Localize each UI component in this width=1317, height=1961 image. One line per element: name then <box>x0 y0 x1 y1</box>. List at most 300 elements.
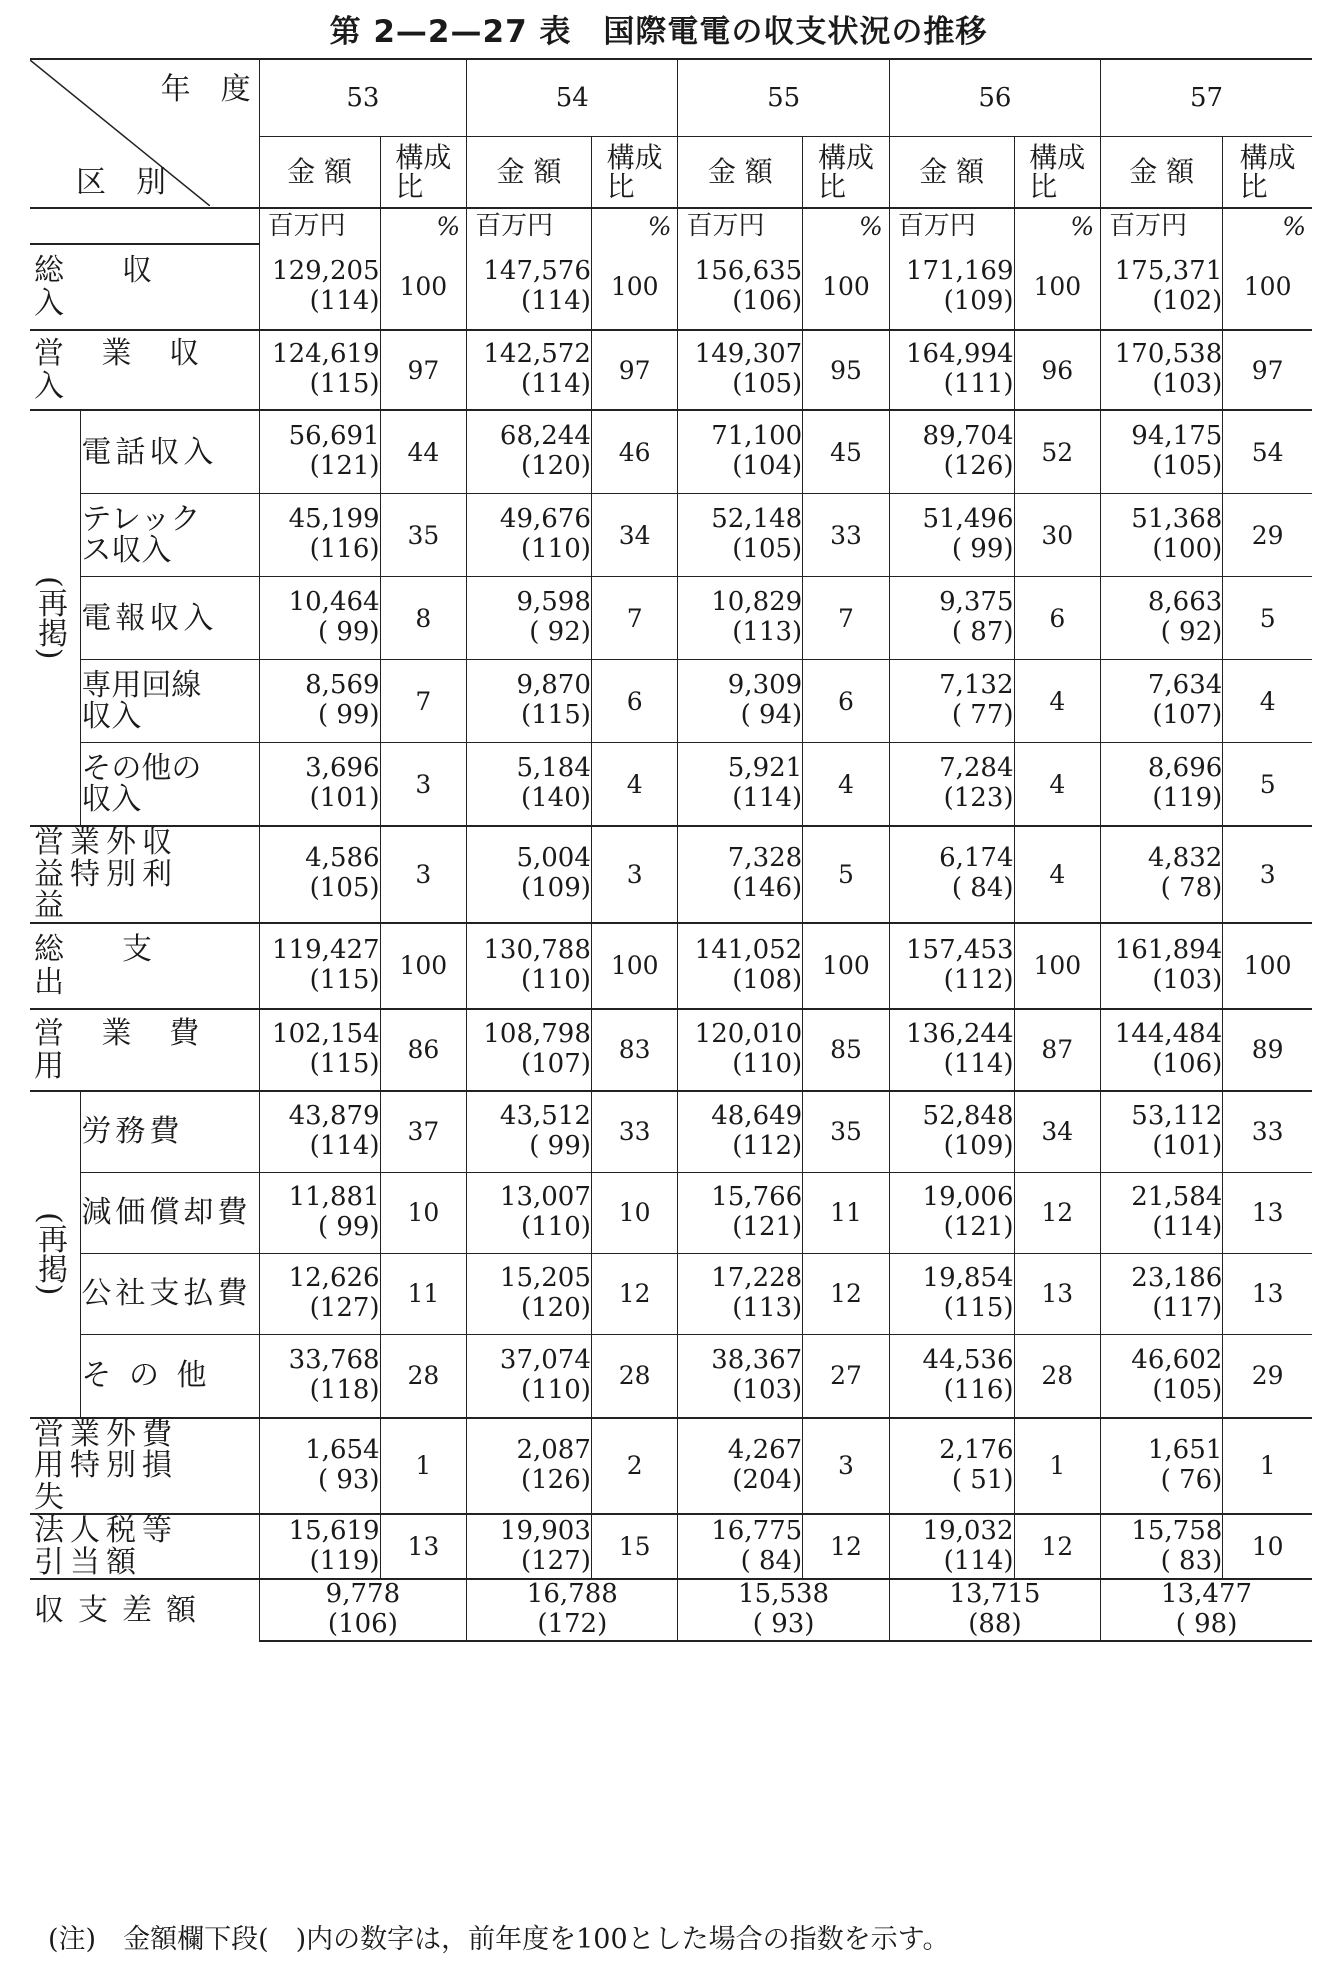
index-value: (121) <box>943 1211 1014 1242</box>
amount-value: 11,881 <box>288 1181 380 1212</box>
amount-cell <box>259 743 380 827</box>
amount-value: 156,635 <box>694 255 803 286</box>
amount-cell <box>467 410 592 494</box>
index-value: (102) <box>1152 285 1223 316</box>
index-value: (106) <box>732 285 803 316</box>
bracket-label <box>30 410 81 826</box>
index-value: ( 92) <box>529 617 591 647</box>
index-value: (115) <box>309 1048 380 1079</box>
index-value: (112) <box>943 964 1014 995</box>
row-label-text: 営 業 費 用 <box>34 1015 214 1084</box>
bracket-label <box>30 1091 81 1418</box>
balance-amount: 13,477 <box>1161 1579 1253 1610</box>
ratio-cell: 12 <box>803 1514 890 1579</box>
ratio-cell: 15 <box>591 1514 678 1579</box>
ratio-cell: 29 <box>1223 1334 1312 1418</box>
amount-cell <box>467 660 592 743</box>
amount-value: 52,148 <box>711 504 803 535</box>
table-row <box>30 1091 1312 1173</box>
unit-amount: 百万円 <box>889 208 1014 244</box>
row-label <box>81 1253 259 1334</box>
amount-cell <box>678 494 803 577</box>
index-value: ( 99) <box>951 534 1014 564</box>
ratio-cell: 97 <box>380 330 467 410</box>
index-value: (114) <box>520 369 591 399</box>
amount-value: 45,199 <box>288 504 380 535</box>
table-row <box>30 1579 1312 1641</box>
index-value: (115) <box>309 369 380 399</box>
amount-value: 157,453 <box>905 934 1014 965</box>
ratio-cell: 34 <box>591 494 678 577</box>
ratio-cell: 4 <box>803 743 890 827</box>
amount-cell <box>678 1091 803 1173</box>
index-value: (121) <box>309 451 380 481</box>
index-value: (115) <box>309 964 380 995</box>
row-label-text: 総 収 入 <box>34 253 210 321</box>
amount-cell <box>678 1334 803 1418</box>
ratio-cell: 5 <box>803 826 890 923</box>
unit-percent: % <box>1014 208 1101 244</box>
year-header: 54 <box>467 59 678 137</box>
ratio-cell: 33 <box>591 1091 678 1173</box>
amount-cell <box>467 1172 592 1253</box>
amount-value: 175,371 <box>1114 255 1223 286</box>
corner-year-label: 年 度 <box>160 72 251 107</box>
index-value: ( 93) <box>317 1464 380 1495</box>
amount-cell <box>467 577 592 660</box>
ratio-cell: 4 <box>591 743 678 827</box>
ratio-header-text: 構成比 <box>1239 140 1296 203</box>
table-row <box>30 743 1312 827</box>
amount-header: 金 額 <box>889 137 1014 209</box>
index-value: (105) <box>732 369 803 399</box>
ratio-cell: 3 <box>803 1418 890 1515</box>
row-label-text: 総 支 出 <box>34 931 210 1000</box>
ratio-cell: 10 <box>1223 1514 1312 1579</box>
ratio-cell: 12 <box>1014 1172 1101 1253</box>
amount-cell <box>889 494 1014 577</box>
ratio-cell: 27 <box>803 1334 890 1418</box>
amount-value: 5,004 <box>516 843 591 874</box>
table-row <box>30 577 1312 660</box>
table-title: 第 2—2—27 表 国際電電の収支状況の推移 <box>329 14 988 50</box>
amount-value: 4,832 <box>1147 843 1223 874</box>
balance-cell <box>259 1579 467 1641</box>
ratio-header-text: 構成比 <box>395 140 452 203</box>
index-value: ( 99) <box>317 1211 380 1242</box>
ratio-cell: 100 <box>1014 923 1101 1009</box>
amount-value: 102,154 <box>272 1018 380 1049</box>
amount-cell <box>259 1091 380 1173</box>
ratio-cell: 44 <box>380 410 467 494</box>
amount-value: 8,663 <box>1147 587 1223 618</box>
amount-value: 9,870 <box>516 670 591 701</box>
unit-amount: 百万円 <box>259 208 380 244</box>
row-label <box>81 660 259 743</box>
ratio-cell: 13 <box>1014 1253 1101 1334</box>
ratio-header-text: 構成比 <box>817 140 874 203</box>
balance-amount: 16,788 <box>526 1579 618 1610</box>
amount-cell <box>1101 660 1223 743</box>
ratio-cell: 100 <box>1223 923 1312 1009</box>
amount-cell <box>678 410 803 494</box>
amount-cell <box>678 923 803 1009</box>
amount-value: 8,569 <box>305 670 380 701</box>
amount-value: 51,368 <box>1131 504 1223 535</box>
year-header: 57 <box>1101 59 1312 137</box>
row-label <box>81 1334 259 1418</box>
ratio-cell: 13 <box>380 1514 467 1579</box>
ratio-cell: 4 <box>1223 660 1312 743</box>
row-label-text: その他の収入 <box>81 750 202 817</box>
amount-cell <box>467 1418 592 1515</box>
ratio-cell: 46 <box>591 410 678 494</box>
ratio-cell: 100 <box>1014 244 1101 330</box>
row-label-text: 営 業 収 入 <box>34 336 214 404</box>
ratio-cell: 28 <box>380 1334 467 1418</box>
index-value: (110) <box>732 1048 803 1079</box>
ratio-cell: 8 <box>380 577 467 660</box>
index-value: (103) <box>732 1374 803 1405</box>
amount-value: 71,100 <box>711 421 803 452</box>
amount-cell <box>1101 494 1223 577</box>
index-value: (103) <box>1152 369 1223 399</box>
index-value: (118) <box>309 1374 380 1405</box>
amount-cell <box>889 1514 1014 1579</box>
amount-value: 7,328 <box>727 843 803 874</box>
ratio-header-text: 構成比 <box>1029 140 1086 203</box>
index-value: (105) <box>1152 451 1223 481</box>
amount-cell <box>889 923 1014 1009</box>
unit-amount: 百万円 <box>678 208 803 244</box>
amount-value: 16,775 <box>711 1515 803 1546</box>
amount-cell <box>1101 330 1223 410</box>
index-value: ( 94) <box>740 700 803 730</box>
ratio-cell: 5 <box>1223 577 1312 660</box>
amount-value: 94,175 <box>1131 421 1223 452</box>
row-label <box>81 577 259 660</box>
amount-value: 3,696 <box>305 753 380 784</box>
balance-cell <box>1101 1579 1312 1641</box>
ratio-cell: 37 <box>380 1091 467 1173</box>
amount-header: 金 額 <box>259 137 380 209</box>
ratio-header <box>591 137 678 209</box>
amount-cell <box>259 330 380 410</box>
amount-value: 48,649 <box>711 1100 803 1131</box>
ratio-cell: 96 <box>1014 330 1101 410</box>
ratio-cell: 83 <box>591 1009 678 1091</box>
index-value: ( 84) <box>740 1545 803 1576</box>
index-value: (110) <box>520 1211 591 1242</box>
balance-amount: 9,778 <box>325 1579 401 1610</box>
ratio-cell: 28 <box>1014 1334 1101 1418</box>
ratio-cell: 89 <box>1223 1009 1312 1091</box>
ratio-cell: 100 <box>380 923 467 1009</box>
units-row <box>30 208 1312 244</box>
amount-value: 19,903 <box>499 1515 591 1546</box>
amount-cell <box>259 244 380 330</box>
amount-value: 5,184 <box>516 753 591 784</box>
index-value: (126) <box>943 451 1014 481</box>
amount-cell <box>259 1418 380 1515</box>
ratio-cell: 33 <box>1223 1091 1312 1173</box>
revenue-expenditure-table <box>30 58 1312 1642</box>
amount-value: 19,854 <box>922 1262 1014 1293</box>
balance-amount: 13,715 <box>949 1579 1041 1610</box>
amount-value: 56,691 <box>288 421 380 452</box>
ratio-cell: 3 <box>380 826 467 923</box>
index-value: ( 84) <box>951 873 1014 904</box>
amount-value: 15,766 <box>711 1181 803 1212</box>
amount-value: 89,704 <box>922 421 1014 452</box>
amount-cell <box>678 244 803 330</box>
units-blank <box>30 208 259 244</box>
index-value: (112) <box>732 1130 803 1161</box>
amount-cell <box>467 743 592 827</box>
ratio-cell: 29 <box>1223 494 1312 577</box>
index-value: ( 77) <box>951 700 1014 730</box>
amount-cell <box>889 1253 1014 1334</box>
ratio-cell: 52 <box>1014 410 1101 494</box>
amount-cell <box>1101 1418 1223 1515</box>
bracket-text: (再掲) <box>32 1212 67 1296</box>
index-value: (110) <box>520 964 591 995</box>
balance-cell <box>678 1579 889 1641</box>
ratio-cell: 3 <box>380 743 467 827</box>
index-value: (100) <box>1152 534 1223 564</box>
ratio-cell: 11 <box>380 1253 467 1334</box>
table-row <box>30 660 1312 743</box>
row-label-text: そ の 他 <box>81 1358 211 1393</box>
amount-cell <box>889 1418 1014 1515</box>
ratio-cell: 7 <box>803 577 890 660</box>
index-value: (114) <box>943 1048 1014 1079</box>
row-label <box>30 826 259 923</box>
ratio-cell: 6 <box>803 660 890 743</box>
unit-percent: % <box>591 208 678 244</box>
amount-value: 119,427 <box>272 934 380 965</box>
amount-value: 46,602 <box>1131 1344 1223 1375</box>
index-value: (120) <box>520 1292 591 1323</box>
amount-value: 4,586 <box>305 843 380 874</box>
index-value: (106) <box>1152 1048 1223 1079</box>
amount-value: 142,572 <box>483 339 591 370</box>
row-label <box>30 1514 259 1579</box>
amount-value: 15,619 <box>288 1515 380 1546</box>
amount-value: 68,244 <box>499 421 591 452</box>
balance-index: (88) <box>968 1609 1022 1639</box>
amount-cell <box>889 1334 1014 1418</box>
ratio-cell: 13 <box>1223 1172 1312 1253</box>
index-value: (140) <box>520 783 591 813</box>
amount-cell <box>467 1091 592 1173</box>
index-value: (105) <box>1152 1374 1223 1405</box>
unit-amount: 百万円 <box>467 208 592 244</box>
ratio-cell: 1 <box>380 1418 467 1515</box>
row-label <box>30 1009 259 1091</box>
ratio-cell: 97 <box>591 330 678 410</box>
row-label-text: 法人税等引当額 <box>34 1513 178 1580</box>
row-label-text: 減価償却費 <box>81 1195 252 1230</box>
amount-value: 120,010 <box>694 1018 803 1049</box>
amount-cell <box>467 244 592 330</box>
ratio-cell: 4 <box>1014 826 1101 923</box>
amount-value: 12,626 <box>288 1262 380 1293</box>
index-value: ( 87) <box>951 617 1014 647</box>
index-value: (121) <box>732 1211 803 1242</box>
amount-cell <box>467 923 592 1009</box>
index-value: (107) <box>520 1048 591 1079</box>
table-row <box>30 1253 1312 1334</box>
index-value: ( 99) <box>317 617 380 647</box>
amount-cell <box>467 1334 592 1418</box>
index-value: (105) <box>732 534 803 564</box>
row-label <box>81 410 259 494</box>
index-value: (127) <box>520 1545 591 1576</box>
amount-cell <box>1101 1514 1223 1579</box>
index-value: (114) <box>520 285 591 316</box>
ratio-cell: 97 <box>1223 330 1312 410</box>
amount-cell <box>678 743 803 827</box>
header-years-row <box>30 59 1312 137</box>
row-label-text: 収支差額 <box>34 1593 210 1628</box>
index-value: (108) <box>732 964 803 995</box>
amount-cell <box>259 1009 380 1091</box>
amount-value: 108,798 <box>483 1018 591 1049</box>
amount-cell <box>678 826 803 923</box>
ratio-cell: 3 <box>1223 826 1312 923</box>
amount-value: 2,087 <box>516 1434 591 1465</box>
ratio-cell: 10 <box>380 1172 467 1253</box>
index-value: (104) <box>732 451 803 481</box>
ratio-cell: 33 <box>803 494 890 577</box>
amount-cell <box>467 1009 592 1091</box>
amount-value: 7,132 <box>939 670 1014 701</box>
amount-cell <box>1101 1009 1223 1091</box>
unit-percent: % <box>380 208 467 244</box>
ratio-cell: 100 <box>803 923 890 1009</box>
amount-value: 6,174 <box>939 843 1014 874</box>
amount-cell <box>1101 1253 1223 1334</box>
ratio-cell: 95 <box>803 330 890 410</box>
index-value: (116) <box>943 1374 1014 1405</box>
ratio-cell: 10 <box>591 1172 678 1253</box>
ratio-cell: 86 <box>380 1009 467 1091</box>
row-label-text: テレックス収入 <box>81 501 201 568</box>
ratio-cell: 1 <box>1223 1418 1312 1515</box>
table-row <box>30 1514 1312 1579</box>
amount-value: 53,112 <box>1131 1100 1223 1131</box>
ratio-cell: 13 <box>1223 1253 1312 1334</box>
index-value: (120) <box>520 451 591 481</box>
index-value: (115) <box>520 700 591 730</box>
index-value: ( 76) <box>1160 1464 1223 1495</box>
amount-cell <box>467 826 592 923</box>
amount-value: 5,921 <box>727 753 803 784</box>
ratio-cell: 100 <box>591 923 678 1009</box>
amount-cell <box>1101 743 1223 827</box>
year-header: 53 <box>259 59 467 137</box>
amount-value: 2,176 <box>939 1434 1014 1465</box>
index-value: (119) <box>309 1545 380 1576</box>
amount-value: 19,006 <box>922 1181 1014 1212</box>
amount-value: 141,052 <box>694 934 803 965</box>
row-label <box>81 743 259 827</box>
balance-index: (106) <box>327 1609 398 1639</box>
table-row <box>30 1009 1312 1091</box>
row-label-text: 労務費 <box>81 1114 184 1149</box>
row-label <box>30 330 259 410</box>
index-value: (110) <box>520 534 591 564</box>
amount-value: 15,758 <box>1131 1515 1223 1546</box>
amount-value: 136,244 <box>905 1018 1014 1049</box>
table-row <box>30 494 1312 577</box>
table-row <box>30 244 1312 330</box>
ratio-cell: 5 <box>1223 743 1312 827</box>
ratio-cell: 100 <box>1223 244 1312 330</box>
index-value: ( 99) <box>529 1130 591 1161</box>
amount-cell <box>1101 577 1223 660</box>
amount-cell <box>259 923 380 1009</box>
amount-cell <box>678 577 803 660</box>
row-label-text: 公社支払費 <box>81 1276 252 1311</box>
ratio-cell: 35 <box>803 1091 890 1173</box>
amount-value: 170,538 <box>1114 339 1223 370</box>
index-value: (123) <box>943 783 1014 813</box>
balance-index: ( 98) <box>1175 1609 1238 1639</box>
amount-value: 7,284 <box>939 753 1014 784</box>
index-value: (113) <box>732 617 803 647</box>
index-value: (107) <box>1152 700 1223 730</box>
amount-header: 金 額 <box>678 137 803 209</box>
index-value: (116) <box>309 534 380 564</box>
amount-cell <box>467 494 592 577</box>
amount-cell <box>889 244 1014 330</box>
amount-cell <box>259 1514 380 1579</box>
table-row <box>30 330 1312 410</box>
index-value: (103) <box>1152 964 1223 995</box>
amount-cell <box>467 1253 592 1334</box>
amount-value: 164,994 <box>905 339 1014 370</box>
ratio-cell: 54 <box>1223 410 1312 494</box>
unit-percent: % <box>1223 208 1312 244</box>
index-value: (105) <box>309 873 380 904</box>
amount-value: 161,894 <box>1114 934 1223 965</box>
amount-cell <box>678 1514 803 1579</box>
amount-value: 7,634 <box>1147 670 1223 701</box>
amount-cell <box>889 330 1014 410</box>
amount-cell <box>889 577 1014 660</box>
row-label-text: 営業外収益特別利益 <box>34 825 178 923</box>
amount-value: 10,829 <box>711 587 803 618</box>
ratio-cell: 6 <box>591 660 678 743</box>
amount-value: 52,848 <box>922 1100 1014 1131</box>
amount-cell <box>678 330 803 410</box>
amount-value: 144,484 <box>1114 1018 1223 1049</box>
balance-index: ( 93) <box>752 1609 815 1639</box>
amount-cell <box>889 743 1014 827</box>
row-label-text: 営業外費用特別損失 <box>34 1416 178 1515</box>
amount-value: 15,205 <box>499 1262 591 1293</box>
balance-cell <box>467 1579 678 1641</box>
table-row <box>30 410 1312 494</box>
amount-cell <box>1101 1334 1223 1418</box>
ratio-header <box>803 137 890 209</box>
ratio-cell: 87 <box>1014 1009 1101 1091</box>
index-value: (126) <box>520 1464 591 1495</box>
ratio-cell: 3 <box>591 826 678 923</box>
amount-cell <box>467 330 592 410</box>
